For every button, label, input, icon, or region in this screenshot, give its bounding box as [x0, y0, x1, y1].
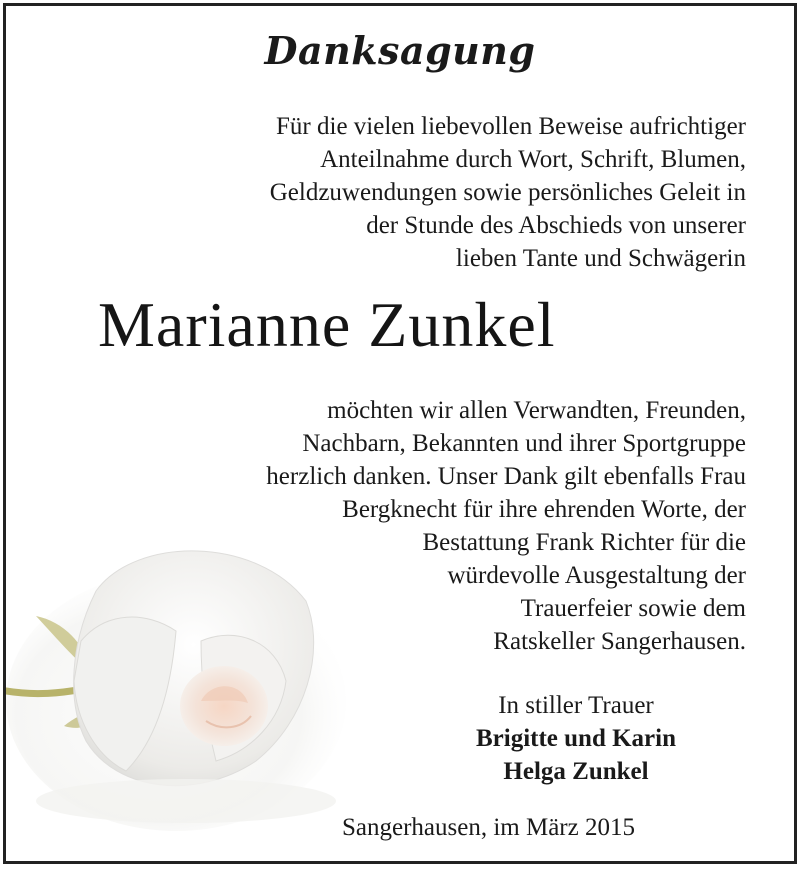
intro-line: Geldzuwendungen sowie persönliches Geleit in — [269, 179, 746, 206]
intro-line: lieben Tante und Schwägerin — [455, 245, 746, 272]
thanks-line: möchten wir allen Verwandten, Freunden, — [327, 397, 746, 424]
intro-paragraph — [270, 110, 746, 275]
signoff-phrase: In stiller Trauer — [498, 692, 654, 719]
notice-frame — [3, 3, 797, 864]
thanks-line: herzlich danken. Unser Dank gilt ebenfalls Frau — [266, 463, 746, 490]
mourner-names: Helga Zunkel — [503, 758, 649, 785]
thanks-line: würdevolle Ausgestaltung der — [447, 562, 746, 589]
intro-line: Anteilnahme durch Wort, Schrift, Blumen, — [320, 146, 746, 173]
signoff — [426, 689, 726, 788]
thanks-line: Bergknecht für ihre ehrenden Worte, der — [342, 496, 746, 523]
thanks-line: Nachbarn, Bekannten und ihrer Sportgruppe — [302, 430, 746, 457]
notice-title: Danksagung — [264, 28, 536, 73]
mourner-names: Brigitte und Karin — [475, 725, 676, 752]
intro-line: Für die vielen liebevollen Beweise aufrichtiger — [276, 113, 746, 140]
intro-line: der Stunde des Abschieds von unserer — [366, 212, 746, 239]
thanks-line: Bestattung Frank Richter für die — [422, 529, 746, 556]
deceased-name: Marianne Zunkel — [98, 289, 556, 360]
thanks-line: Trauerfeier sowie dem — [520, 595, 746, 622]
place-date: Sangerhausen, im März 2015 — [342, 814, 635, 841]
thanks-paragraph — [266, 394, 746, 658]
thanks-line: Ratskeller Sangerhausen. — [493, 628, 746, 655]
